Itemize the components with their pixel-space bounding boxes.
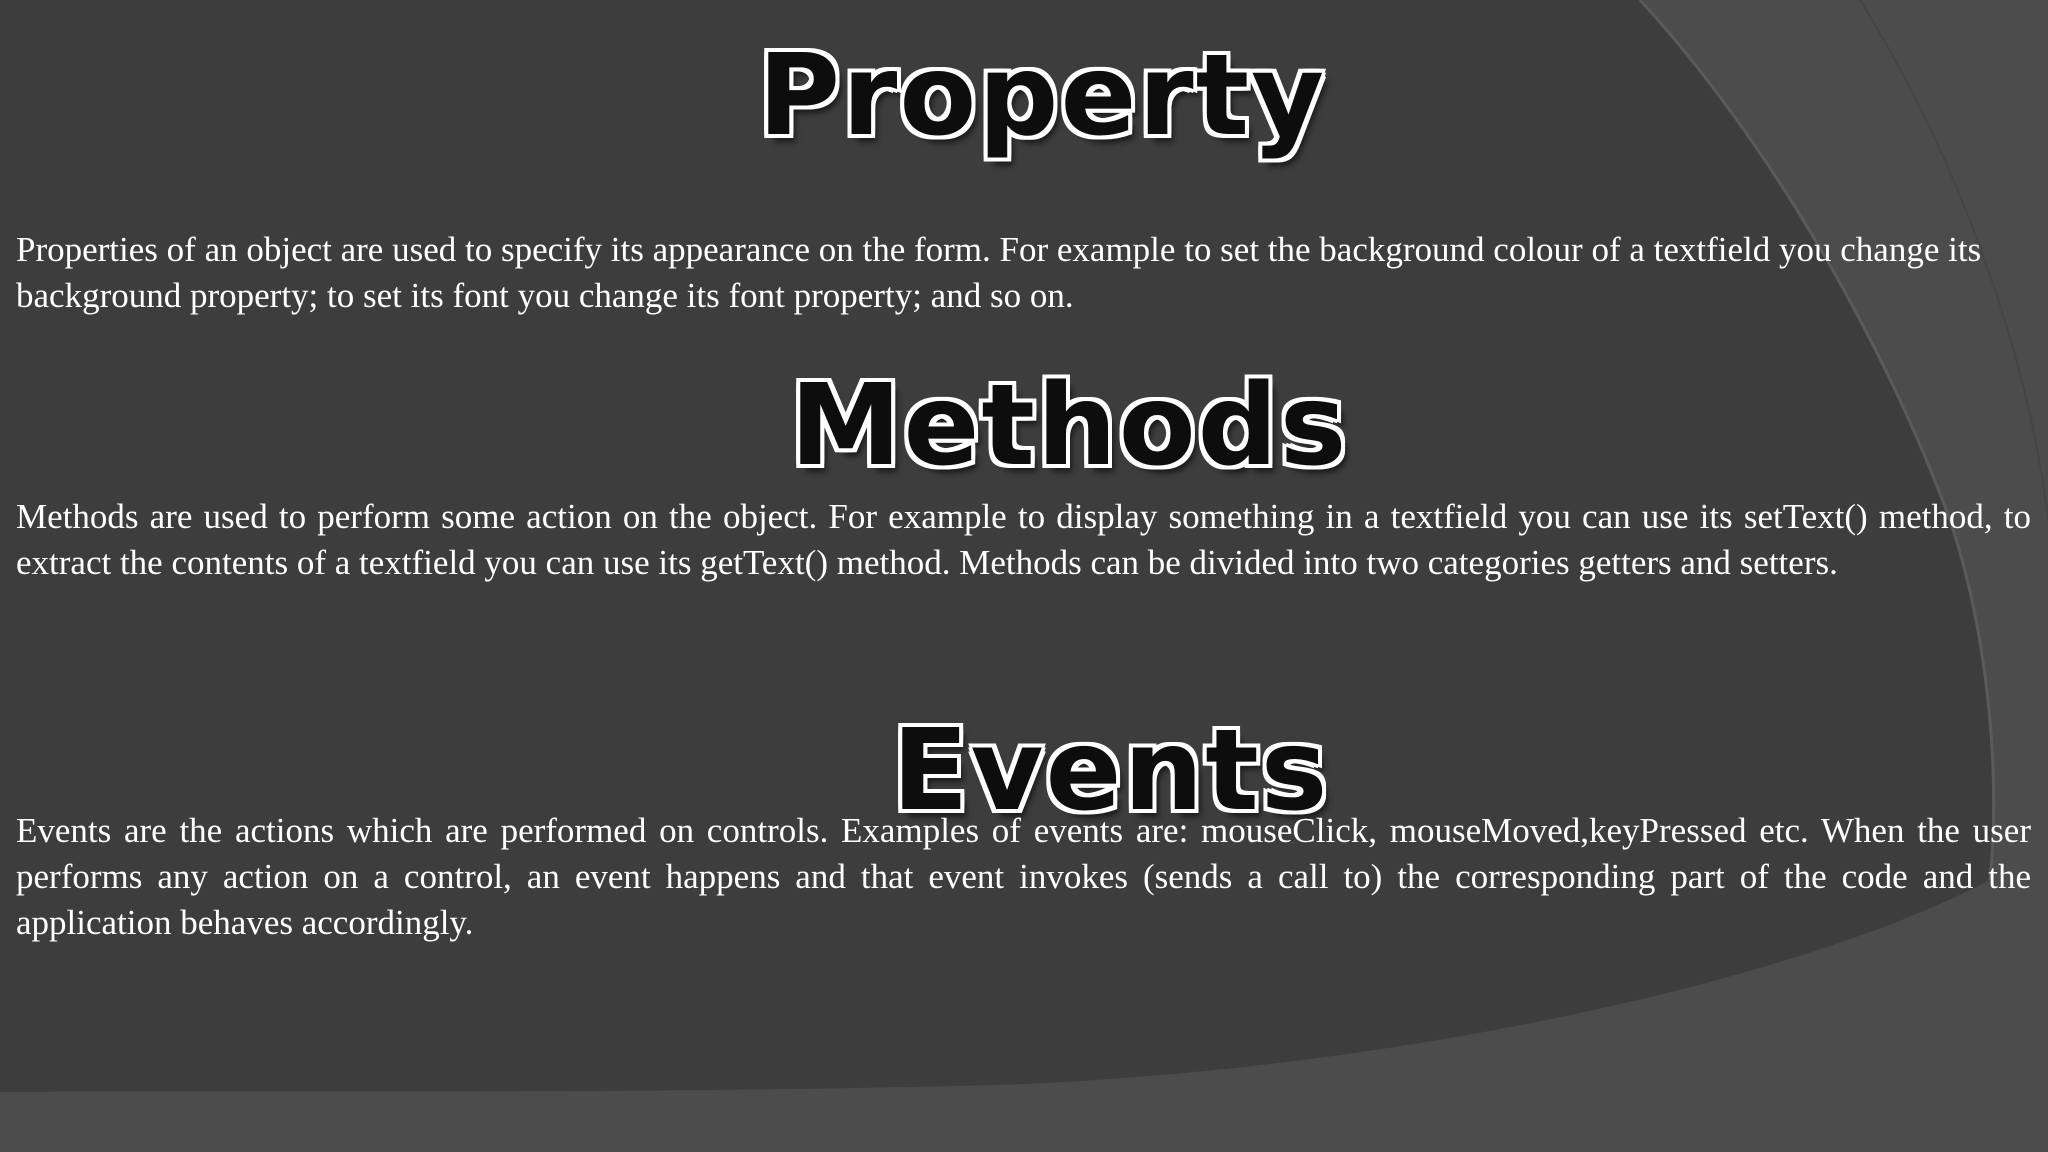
methods-description: Methods are used to perform some action on the object. For example to display something in a textfield you can use its setText() method, to extract the contents of a textfield you can use its getText() method. Methods can be divided into two categories getters and setters. — [16, 497, 2031, 582]
property-description: Properties of an object are used to specify its appearance on the form. For example to set the background colour of a textfield you change its background property; to set its font you change its font property; and so on. — [16, 230, 1982, 315]
heading-methods: Methods — [790, 361, 1349, 491]
heading-events: Events — [892, 706, 1330, 836]
events-description: Events are the actions which are performed on controls. Examples of events are: mouseClick, mouseMoved,keyPressed etc. When the user performs any action on a control, an event happens and that event invokes (sends a call to) the corresponding part of the code and the application behaves accordingly. — [16, 811, 2031, 942]
heading-property: Property — [758, 31, 1327, 161]
